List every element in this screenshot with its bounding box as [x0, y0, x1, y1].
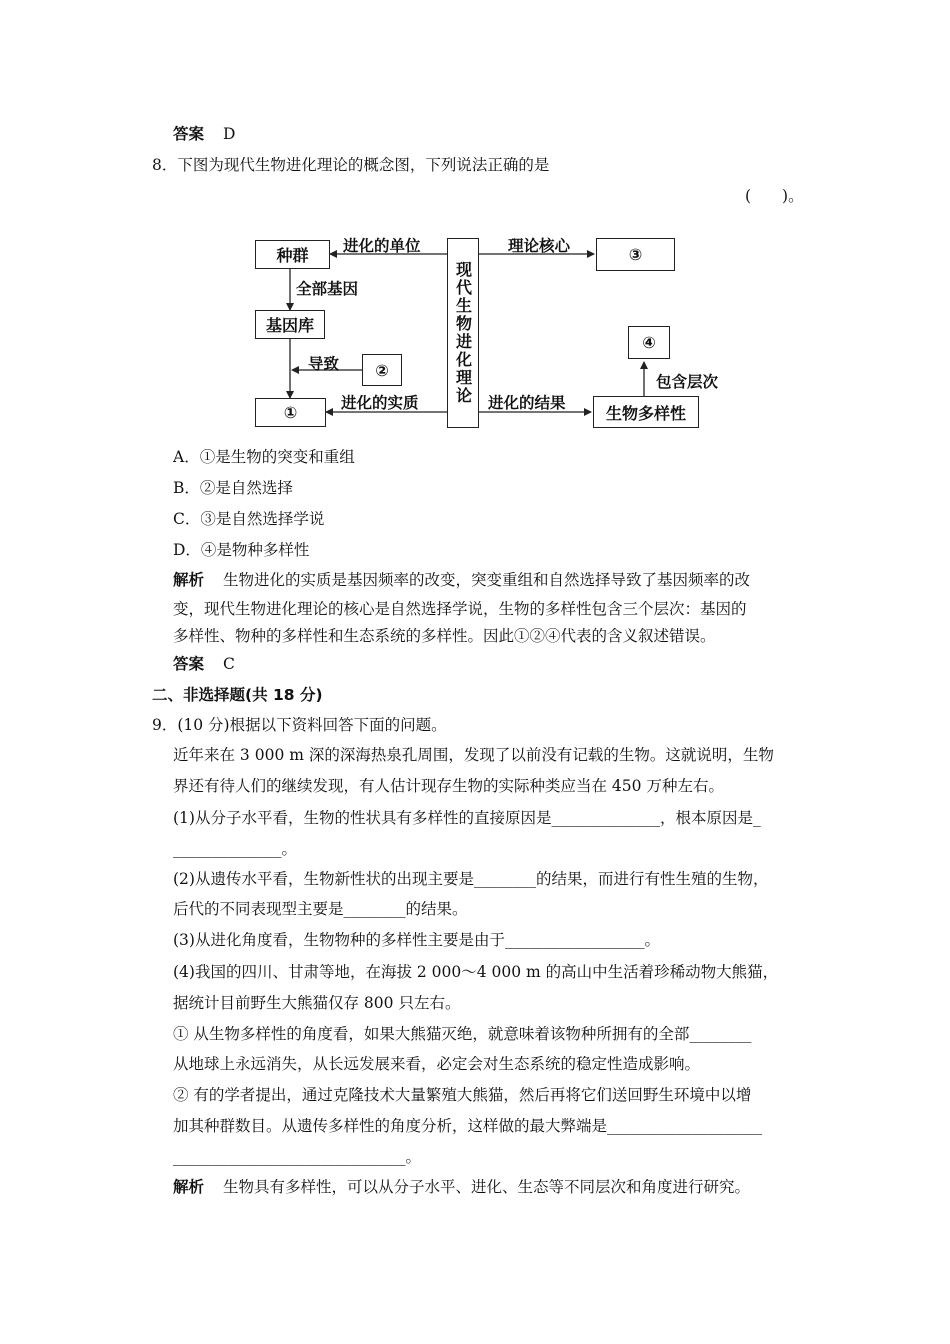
q8-answer-paren: ( )。: [745, 187, 804, 205]
q9-sub-4: (4)我国的四川、甘肃等地，在海拔 2 000～4 000 m 的高山中生活着珍稀动物大熊猫，: [173, 963, 779, 981]
analysis-text: 生物具有多样性，可以从分子水平、进化、生态等不同层次和角度进行研究。: [222, 1178, 750, 1196]
q8-answer: [173, 654, 235, 674]
q8-analysis-line-1: [173, 570, 750, 590]
q9-sub-4-1b: 从地球上永远消失，从长远发展来看，必定会对生态系统的稳定性造成影响。: [173, 1055, 701, 1073]
q9-sub-2: (2)从遗传水平看，生物新性状的出现主要是________的结果，而进行有性生殖的生物，: [173, 870, 769, 888]
analysis-text: 生物进化的实质是基因频率的改变，突变重组和自然选择导致了基因频率的改: [222, 571, 750, 589]
q9-sub-1b: ______________。: [173, 840, 298, 858]
q9-sub-4-2: ② 有的学者提出，通过克隆技术大量繁殖大熊猫，然后再将它们送回野生环境中以增: [173, 1086, 752, 1104]
q9-sub-4-1: ① 从生物多样性的角度看，如果大熊猫灭绝，就意味着该物种所拥有的全部________: [173, 1025, 752, 1043]
box-1: ①: [255, 398, 326, 427]
label-result: 进化的结果: [488, 394, 566, 412]
label-essence: 进化的实质: [341, 394, 419, 412]
option-b: B．②是自然选择: [173, 479, 293, 497]
box-biodiversity: 生物多样性: [593, 396, 699, 428]
box-population: 种群: [255, 240, 330, 269]
q8-analysis-line-2: 变，现代生物进化理论的核心是自然选择学说，生物的多样性包含三个层次：基因的: [173, 600, 747, 618]
answer-label: 答案: [173, 655, 205, 673]
concept-diagram: [0, 0, 950, 440]
label-allgenes: 全部基因: [296, 280, 359, 298]
box-2: ②: [362, 354, 402, 386]
answer-value: C: [222, 655, 235, 673]
q9-sub-4b: 据统计目前野生大熊猫仅存 800 只左右。: [173, 994, 461, 1012]
q9-material-2: 界还有待人们的继续发现，有人估计现存生物的实际种类应当在 450 万种左右。: [173, 777, 724, 795]
q9-material-1: 近年来在 3 000 m 深的深海热泉孔周围，发现了以前没有记载的生物。这就说明，生物: [173, 746, 774, 764]
label-lead: 导致: [308, 355, 340, 373]
q9-sub-4-2c: ______________________________。: [173, 1148, 422, 1166]
answer-value: D: [222, 125, 236, 143]
label-core: 理论核心: [508, 237, 571, 255]
q9-sub-4-2b: 加其种群数目。从遗传多样性的角度分析，这样做的最大弊端是____________________: [173, 1117, 763, 1135]
box-genepool: 基因库: [255, 310, 325, 339]
q9-analysis: [173, 1177, 750, 1197]
analysis-label: 解析: [173, 571, 205, 589]
q9-sub-2b: 后代的不同表现型主要是________的结果。: [173, 900, 468, 918]
q8-stem: 8．下图为现代生物进化理论的概念图，下列说法正确的是: [152, 156, 550, 174]
q9-sub-1: (1)从分子水平看，生物的性状具有多样性的直接原因是______________，根本原因是_: [173, 809, 761, 827]
q8-analysis-line-3: 多样性、物种的多样性和生态系统的多样性。因此①②④代表的含义叙述错误。: [173, 627, 716, 645]
center-box: 现代生物进化理论: [447, 238, 479, 428]
section-heading: 二、非选择题(共 18 分): [152, 686, 323, 704]
box-4: ④: [628, 326, 670, 359]
q9-stem: 9．(10 分)根据以下资料回答下面的问题。: [152, 716, 447, 734]
option-d: D．④是物种多样性: [173, 541, 310, 559]
label-levels: 包含层次: [656, 373, 719, 391]
analysis-label: 解析: [173, 1178, 205, 1196]
box-3: ③: [596, 238, 675, 271]
q9-sub-3: (3)从进化角度看，生物物种的多样性主要是由于__________________。: [173, 931, 660, 949]
answer-label: 答案: [173, 125, 205, 143]
option-a: A．①是生物的突变和重组: [173, 448, 355, 466]
label-unit: 进化的单位: [343, 237, 421, 255]
option-c: C．③是自然选择学说: [173, 510, 325, 528]
